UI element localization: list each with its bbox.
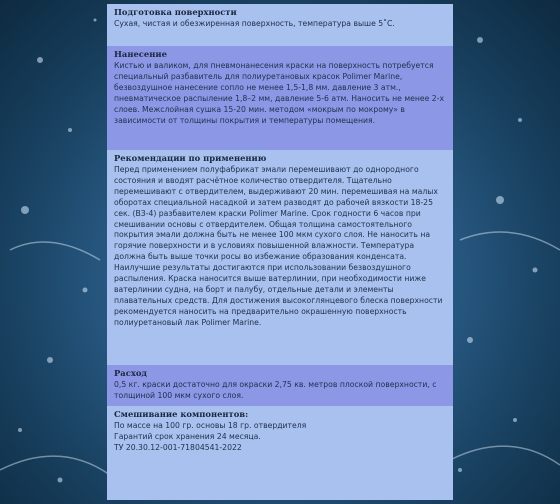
- section-text: Кистью и валиком, для пневмонанесения краски на поверхность потребуется специальный разбавитель для полиуретановых красок Polimer Marine, безвоздушное нанесение сопло не менее 1,5-1,8 мм. давление 3 атм., пневматическое распыление 1,8–2 мм, давление 5-6 атм. Наносить не менее 2-х слоев. Межслойная сушка 15-20 мин. методом «мокрым по мокрому» в зависимости от толщины покрытия и температуры помещения.: [114, 61, 444, 125]
- section-text: Перед применением полуфабрикат эмали перемешивают до однородного состояния и вводят расчётное количество отвердителя. Тщательно перемешивают с отвердителем, выдерживают 20 мин. перемешивая на малых оборотах специальной насадкой и затем разводят до рабочей вязкости 18-25 сек. (ВЗ-4) разбавителем краски Polimer Marine. Срок годности 6 часов при смешивании основы с отвердителем. Общая толщина самостоятельного покрытия эмали должна быть не менее 100 мкм сухого слоя. Не наносить на горячие поверхности и в условиях повышенной влажности. Температура должна быть выше точки росы во избежание образования конденсата. Наилучшие результаты достигаются при использовании безвоздушного распыления. Краска наносится выше ватерлинии, при необходимости ниже ватерлинии судна, на борт и палубу, отдельные детали и элементы плавательных средств. Для достижения высокоглянцевого блеска поверхности рекомендуется наносить на предварительно окрашенную поверхность полиуретановый лак Polimer Marine.: [114, 165, 443, 327]
- section-text: 0,5 кг. краски достаточно для окраски 2,75 кв. метров плоской поверхности, с толщиной 100 мкм сухого слоя.: [114, 380, 437, 400]
- section-line: Гарантий срок хранения 24 месяца.: [114, 431, 261, 441]
- section-heading: Рекомендации по применению: [114, 153, 267, 163]
- section-surface-prep: [107, 4, 453, 46]
- section-line: По массе на 100 гр. основы 18 гр. отвердителя: [114, 421, 307, 430]
- section-heading: Нанесение: [114, 49, 167, 59]
- product-info-panel: [107, 4, 453, 500]
- section-application: [107, 46, 453, 150]
- section-recommendations: [107, 150, 453, 365]
- section-consumption: [107, 365, 453, 406]
- section-heading: Смешивание компонентов:: [114, 409, 249, 419]
- section-line: ТУ 20.30.12-001-71804541-2022: [114, 442, 242, 452]
- section-text: Сухая, чистая и обезжиренная поверхность, температура выше 5˚С.: [114, 19, 395, 28]
- section-mixing: [107, 406, 453, 500]
- section-heading: Подготовка поверхности: [114, 7, 237, 17]
- section-heading: Расход: [114, 368, 147, 378]
